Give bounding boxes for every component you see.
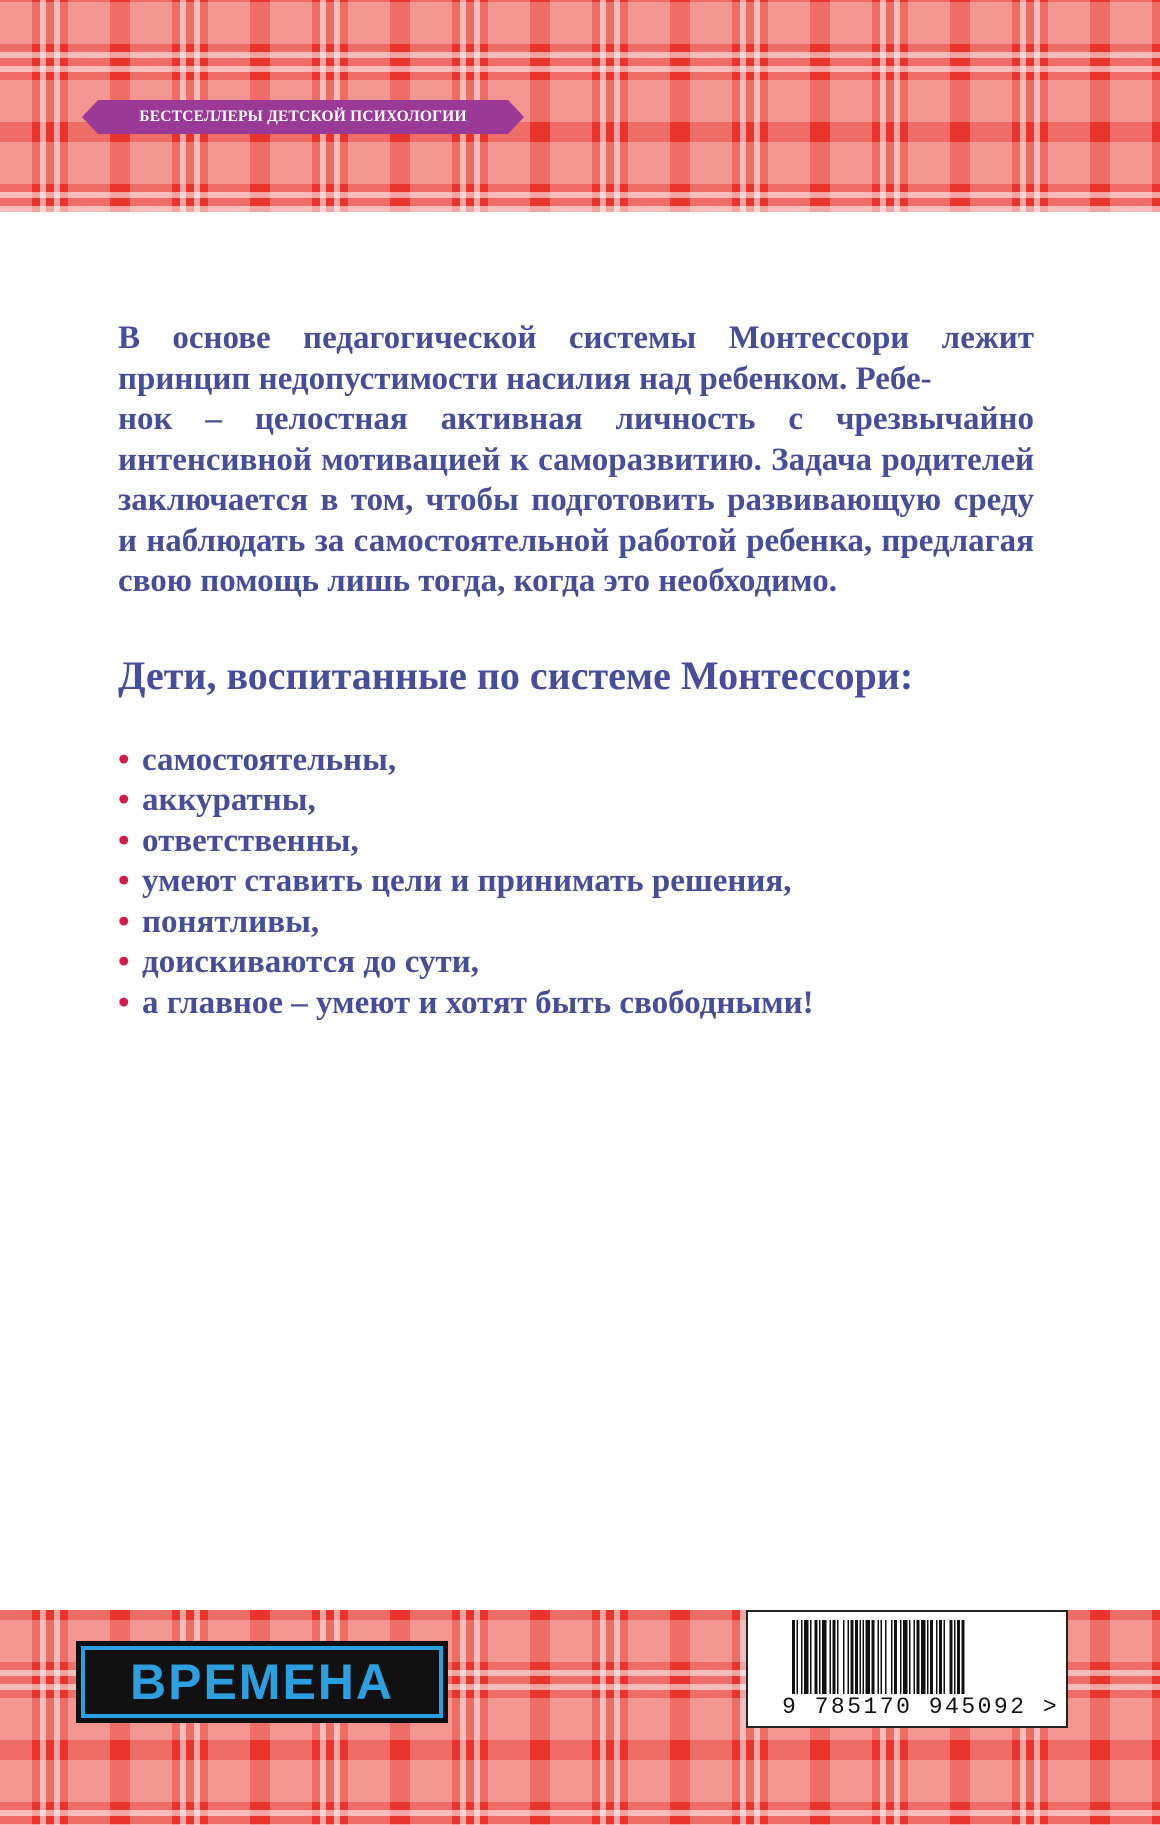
barcode-bar [797, 1620, 799, 1694]
list-item [118, 780, 1034, 821]
list-item [118, 861, 1034, 902]
barcode-bar [909, 1620, 911, 1694]
barcode-bar [872, 1620, 875, 1694]
barcode-bar [930, 1620, 933, 1694]
trait-text: умеют ставить цели и принимать решения, [142, 863, 792, 899]
trait-text: аккуратны, [142, 782, 316, 818]
barcode-bar [962, 1620, 965, 1694]
traits-heading: Дети, воспитанные по системе Монтессори: [118, 652, 914, 698]
barcode-bar [819, 1620, 821, 1694]
barcode-bar [878, 1620, 880, 1694]
intro-paragraph-text: В основе педагогической системы Монтессори лежит принцип недопустимости насилия над ребенком. Ребе- нок – целостная активная личность с чрезвычайно интенсивной мотивацией к саморазвитию. Задача родителей заключается в том, чтобы подготовить развивающую среду и наблюдать за самостоятельной работой ребенка, предлагая свою помощь лишь тогда, когда это необходимо. [118, 320, 1034, 599]
barcode-bar [894, 1620, 897, 1694]
trait-text: понятливы, [142, 903, 320, 940]
list-item [118, 821, 1034, 862]
barcode-bar [921, 1620, 926, 1694]
list-item [118, 740, 1034, 781]
barcode-bar [804, 1620, 809, 1694]
barcode-bar [944, 1620, 946, 1694]
barcode-bar [792, 1620, 795, 1694]
barcode-bar [914, 1620, 916, 1694]
barcode-bar [927, 1620, 929, 1694]
bullet-icon: • [118, 984, 130, 1021]
barcode-bar [860, 1620, 862, 1694]
barcode-bar [957, 1620, 960, 1694]
publisher-logo-frame [81, 1646, 443, 1718]
barcode-bar [950, 1620, 953, 1694]
bullet-icon: • [118, 782, 130, 818]
barcode-bar [801, 1620, 803, 1694]
barcode-bar [866, 1620, 871, 1694]
trait-text: самостоятельны, [142, 741, 397, 778]
barcode-bar [900, 1620, 902, 1694]
isbn-barcode [746, 1610, 1068, 1728]
barcode-bar [843, 1620, 845, 1694]
barcode-bar [881, 1620, 883, 1694]
list-item [118, 983, 1034, 1024]
barcode-bar [855, 1620, 858, 1694]
bullet-icon: • [118, 822, 130, 859]
barcode-bar [939, 1620, 942, 1694]
barcode-icon [792, 1620, 1022, 1694]
barcode-bar [863, 1620, 865, 1694]
barcode-bar [837, 1620, 839, 1694]
intro-paragraph [118, 318, 1034, 602]
trait-text: доискиваются до сути, [142, 944, 479, 980]
bullet-icon: • [118, 903, 130, 940]
list-item [118, 942, 1034, 983]
barcode-bar [848, 1620, 850, 1694]
series-label: БЕСТСЕЛЛЕРЫ ДЕТСКОЙ ПСИХОЛОГИИ [139, 108, 467, 125]
traits-list [118, 740, 1034, 1024]
list-item [118, 902, 1034, 943]
barcode-bar [833, 1620, 836, 1694]
barcode-bar [917, 1620, 920, 1694]
barcode-bar [810, 1620, 812, 1694]
barcode-bar [891, 1620, 893, 1694]
bullet-icon: • [118, 944, 130, 980]
trait-text: ответственны, [142, 822, 359, 859]
barcode-bar [903, 1620, 908, 1694]
series-ribbon [82, 100, 524, 134]
barcode-bar [936, 1620, 938, 1694]
barcode-bar [851, 1620, 854, 1694]
barcode-digits: 9 785170 945092 > [782, 1694, 1060, 1720]
publisher-logo-text: ВРЕМЕНА [129, 1654, 395, 1710]
barcode-bar [822, 1620, 827, 1694]
trait-text: а главное – умеют и хотят быть свободными! [142, 984, 814, 1021]
barcode-bar [954, 1620, 956, 1694]
barcode-bar [830, 1620, 832, 1694]
barcode-bar [815, 1620, 818, 1694]
bullet-icon: • [118, 863, 130, 899]
barcode-bar [885, 1620, 887, 1694]
publisher-logo [76, 1641, 448, 1723]
back-cover-text [118, 318, 1034, 1023]
bullet-icon: • [118, 741, 130, 778]
